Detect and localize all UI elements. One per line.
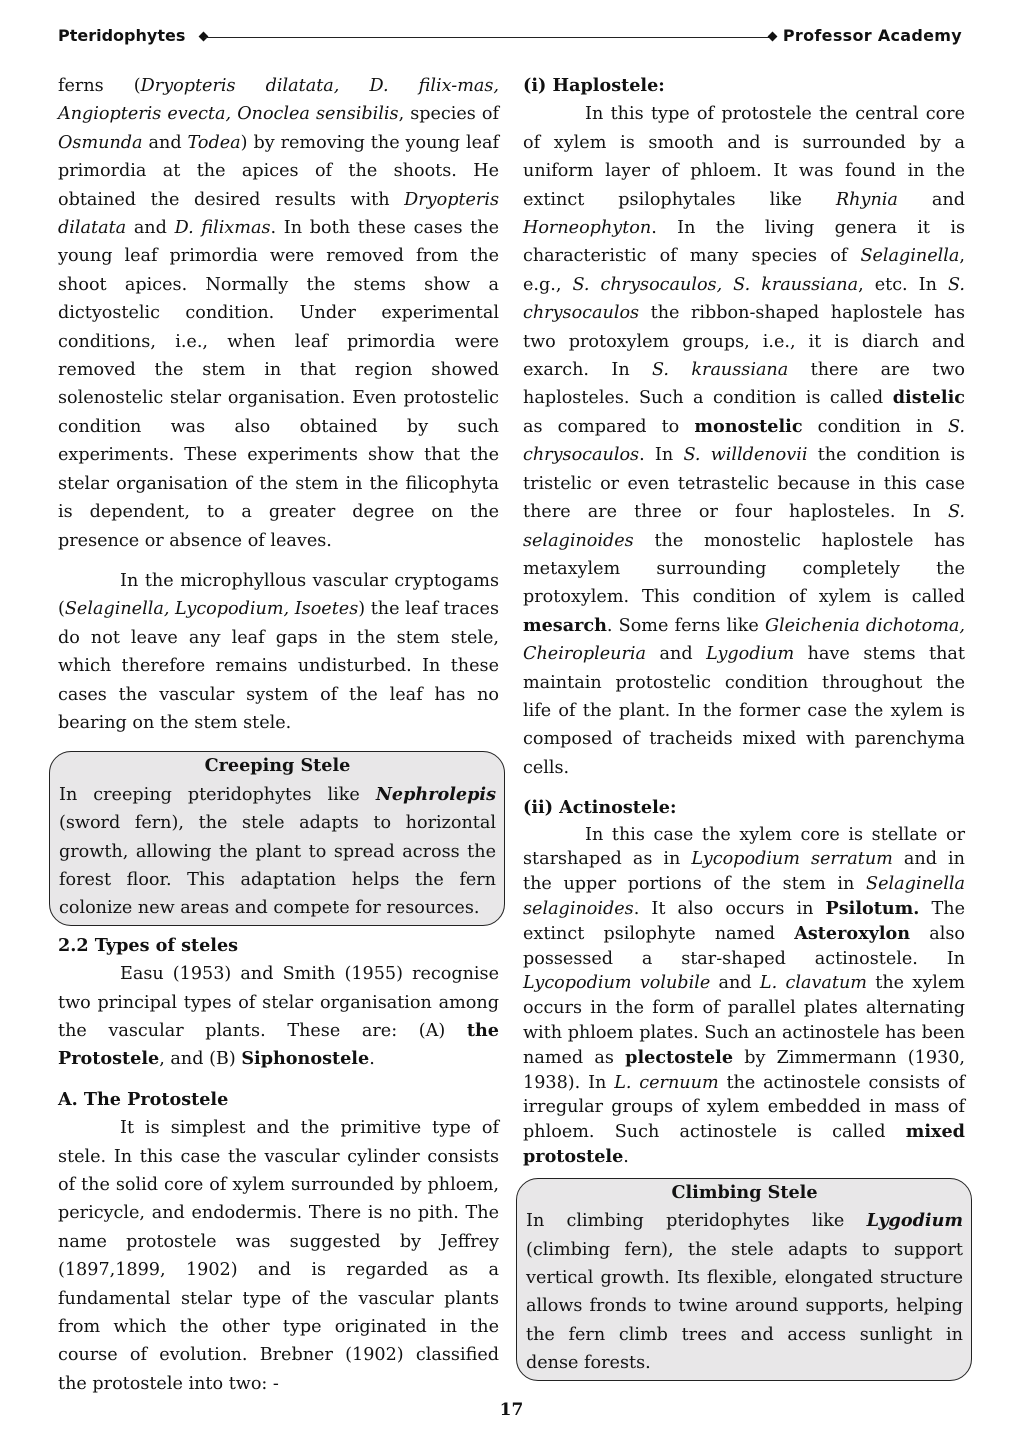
paragraph-actinostele: In this case the xylem core is stellate or starshaped as in Lycopodium serratum and in the upper portions of the stem in Selaginella selaginoides. It also occurs in Psilotum. The extinct psilophyte named Asteroxylon also possessed a star-shaped actinostele. In Lycopodium volubile and L. clavatum the xylem occurs in the form of parallel plates alternating with phloem plates. Such an actinostele has been named as plectostele by Zimmermann (1930, 1938). In L. cernuum the actinostele consists of irregular groups of xylem embedded in mass of phloem. Such actinostele is called mixed protostele. (523, 824, 966, 1167)
box-title: Creeping Stele (204, 755, 351, 777)
section-heading-haplostele: (i) Haplostele: (523, 75, 665, 96)
paragraph-types: Easu (1953) and Smith (1955) recognise two principal types of stelar organisation among the vascular plants. These are: (A) the Protostele, and (B) Siphonostele. (58, 964, 499, 1070)
paragraph-haplostele: In this type of protostele the central core of xylem is smooth and is surrounded by a uniform layer of phloem. It was found in the extinct psilophytales like Rhynia and Horneophyton. In the living genera it is characteristic of many species of Selaginella, e.g., S. chrysocaulos, S. kraussiana, etc. In S. chrysocaulos the ribbon-shaped haplostele has two protoxylem groups, i.e., it is diarch and exarch. In S. kraussiana there are two haplosteles. Such a condition is called distelic as compared to monostelic condition in S. chrysocaulos. In S. willdenovii the condition is tristelic or even tetrastelic because in this case there are three or four haplosteles. In S. selaginoides the monostelic haplostele has metaxylem surrounding completely the protoxylem. This condition of xylem is called mesarch. Some ferns like Gleichenia dichotoma, Cheiropleuria and Lygodium have stems that maintain protostelic condition throughout the life of the plant. In the former case the xylem is composed of tracheids mixed with parenchyma cells. (523, 104, 966, 778)
creeping-stele-box (49, 751, 505, 925)
paragraph-ferns-experiments: ferns (Dryopteris dilatata, D. filix-mas, Angiopteris evecta, Onoclea sensibilis, species of Osmunda and Todea) by removing the young leaf primordia at the apices of the shoots. He obtained the desired results with Dryopteris dilatata and D. filixmas. In both these cases the young leaf primordia were removed from the shoot apices. Normally the stems show a dictyostelic condition. Under experimental conditions, i.e., when leaf primordia were removed the stem in that region showed solenostelic stelar organisation. Even protostelic condition was also obtained by such experiments. These experiments show that the stelar organisation of the stem in the filicophyta is dependent, to a greater degree on the presence or absence of leaves. (58, 76, 499, 551)
diamond-icon (768, 32, 778, 42)
box-title: Climbing Stele (671, 1181, 818, 1203)
box-text: In creeping pteridophytes like Nephrolepis (sword fern), the stele adapts to horizontal growth, allowing the plant to spread across the forest floor. This adaptation helps the fern colonize new areas and compete for resources. (59, 783, 496, 919)
climbing-stele-box (516, 1178, 972, 1381)
left-column (58, 72, 499, 1398)
section-heading-actinostele: (ii) Actinostele: (523, 797, 677, 819)
header-publisher: Professor Academy (782, 26, 962, 45)
paragraph-protostele: It is simplest and the primitive type of stele. In this case the vascular cylinder consists of the solid core of xylem surrounded by phloem, pericycle, and endodermis. There is no pith. The name protostele was suggested by Jeffrey (1897,1899, 1902) and is regarded as a fundamental stelar type of the vascular plants from which the other type originated in the course of evolution. Brebner (1902) classified the protostele into two: - (58, 1118, 499, 1394)
right-column (523, 72, 965, 1381)
header-chapter-title: Pteridophytes (58, 26, 186, 45)
page-number: 17 (499, 1400, 524, 1420)
header-rule (204, 37, 772, 38)
box-text: In climbing pteridophytes like Lygodium (climbing fern), the stele adapts to support vertical growth. Its flexible, elongated structure allows fronds to twine around supports, helping the fern climb trees and access sunlight in dense forests. (526, 1210, 963, 1374)
section-heading-protostele: A. The Protostele (58, 1088, 229, 1110)
section-heading-types: 2.2 Types of steles (58, 934, 239, 956)
paragraph-microphyllous: In the microphyllous vascular cryptogams (Selaginella, Lycopodium, Isoetes) the leaf traces do not leave any leaf gaps in the stem stele, which therefore remains undisturbed. In these cases the vascular system of the leaf has no bearing on the stem stele. (58, 570, 500, 733)
running-header (58, 26, 962, 50)
